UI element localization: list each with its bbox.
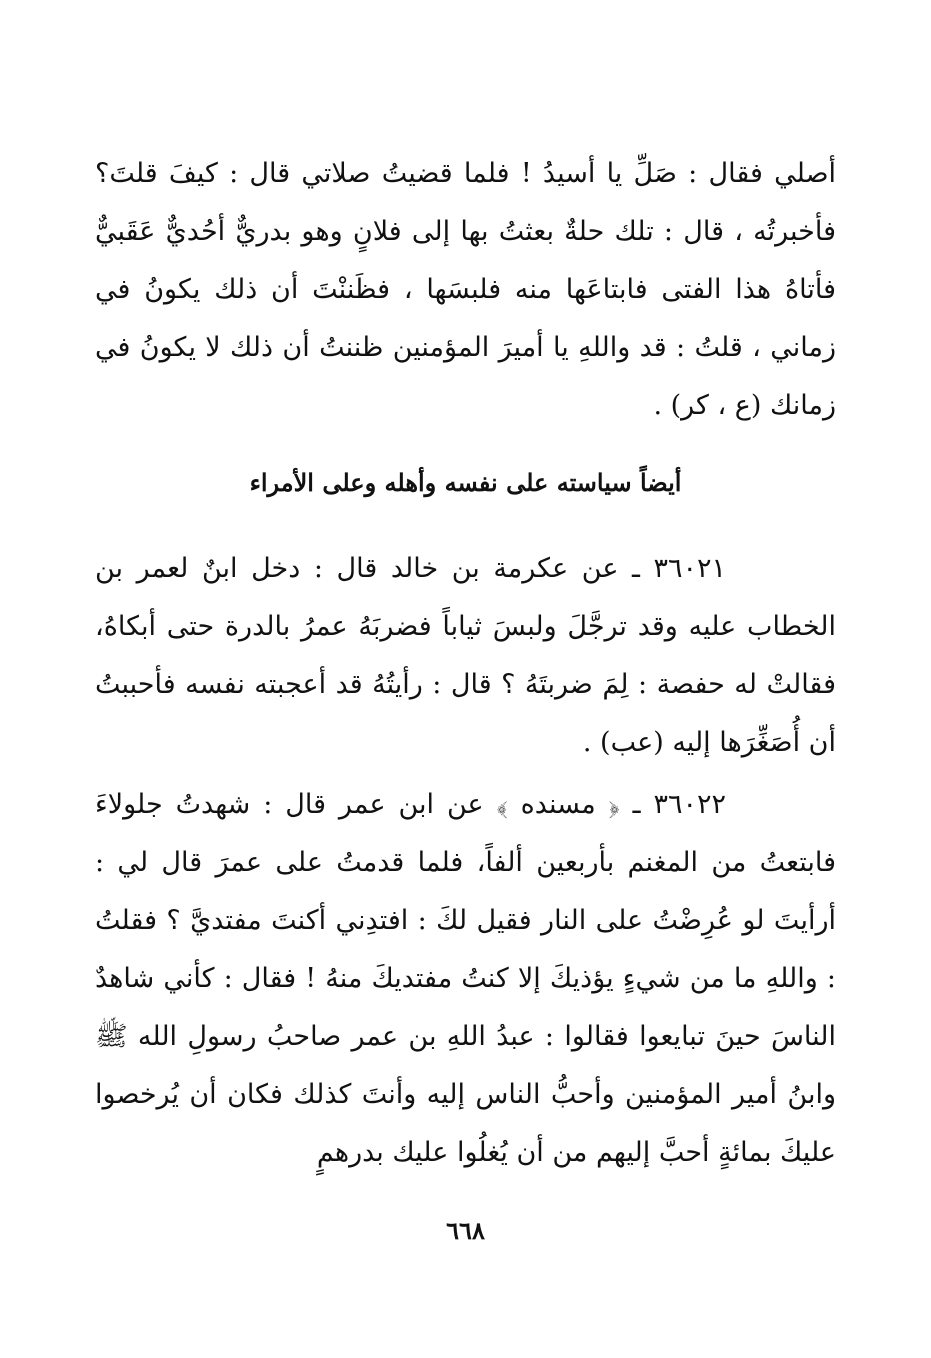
- continuation-paragraph: [95, 145, 836, 435]
- hadith-36022-paragraph: [95, 776, 836, 1182]
- page-number: ٦٦٨: [446, 1216, 485, 1245]
- hadith-36021-paragraph: [95, 540, 836, 772]
- hadith-36022-text: ٣٦٠٢٢ ـ ﴿ مسنده ﴾ عن ابن عمر قال : شهدتُ جلولاءَ فابتعتُ من المغنم بأربعين ألفاً، فلما قدمتُ على عمرَ قال لي : أرأيتَ لو عُرِضْتُ على النار فقيل لكَ : افتدِني أكنتَ مفتديَّ ؟ فقلتُ : واللهِ ما من شيءٍ يؤذيكَ إلا كنتُ مفتديكَ منهُ ! فقال : كأني شاهدٌ الناسَ حينَ تبايعوا فقالوا : عبدُ اللهِ بن عمر صاحبُ رسولِ الله ﷺ وابنُ أمير المؤمنين وأحبُّ الناس إليه وأنتَ كذلك فكان أن يُرخصوا عليكَ بمائةٍ أحبَّ إليهم من أن يُغلُوا عليك بدرهمٍ: [95, 789, 836, 1168]
- section-heading: أيضاً سياسته على نفسه وأهله وعلى الأمراء: [249, 468, 682, 497]
- hadith-36021-text: ٣٦٠٢١ ـ عن عكرمة بن خالد قال : دخل ابنٌ لعمر بن الخطاب عليه وقد ترجَّلَ ولبسَ ثياباً فضربَهُ عمرُ بالدرة حتى أبكاهُ، فقالتْ له حفصة : لِمَ ضربتَهُ ؟ قال : رأيتُهُ قد أعجبته نفسه فأحببتُ أن أُصَغِّرَها إليه (عب) .: [95, 553, 836, 758]
- continuation-text: أصلي فقال : صَلِّ يا أسيدُ ! فلما قضيتُ صلاتي قال : كيفَ قلتَ؟ فأخبرتُه ، قال : تلك حلةٌ بعثتُ بها إلى فلانٍ وهو بدريٌّ أحُديٌّ عَقَبيٌّ فأتاهُ هذا الفتى فابتاعَها منه فلبسَها ، فظَننْتَ أن ذلك يكونُ في زماني ، قلتُ : قد واللهِ يا أميرَ المؤمنين ظننتُ أن ذلك لا يكونُ في زمانك (ع ، كر) .: [95, 158, 836, 421]
